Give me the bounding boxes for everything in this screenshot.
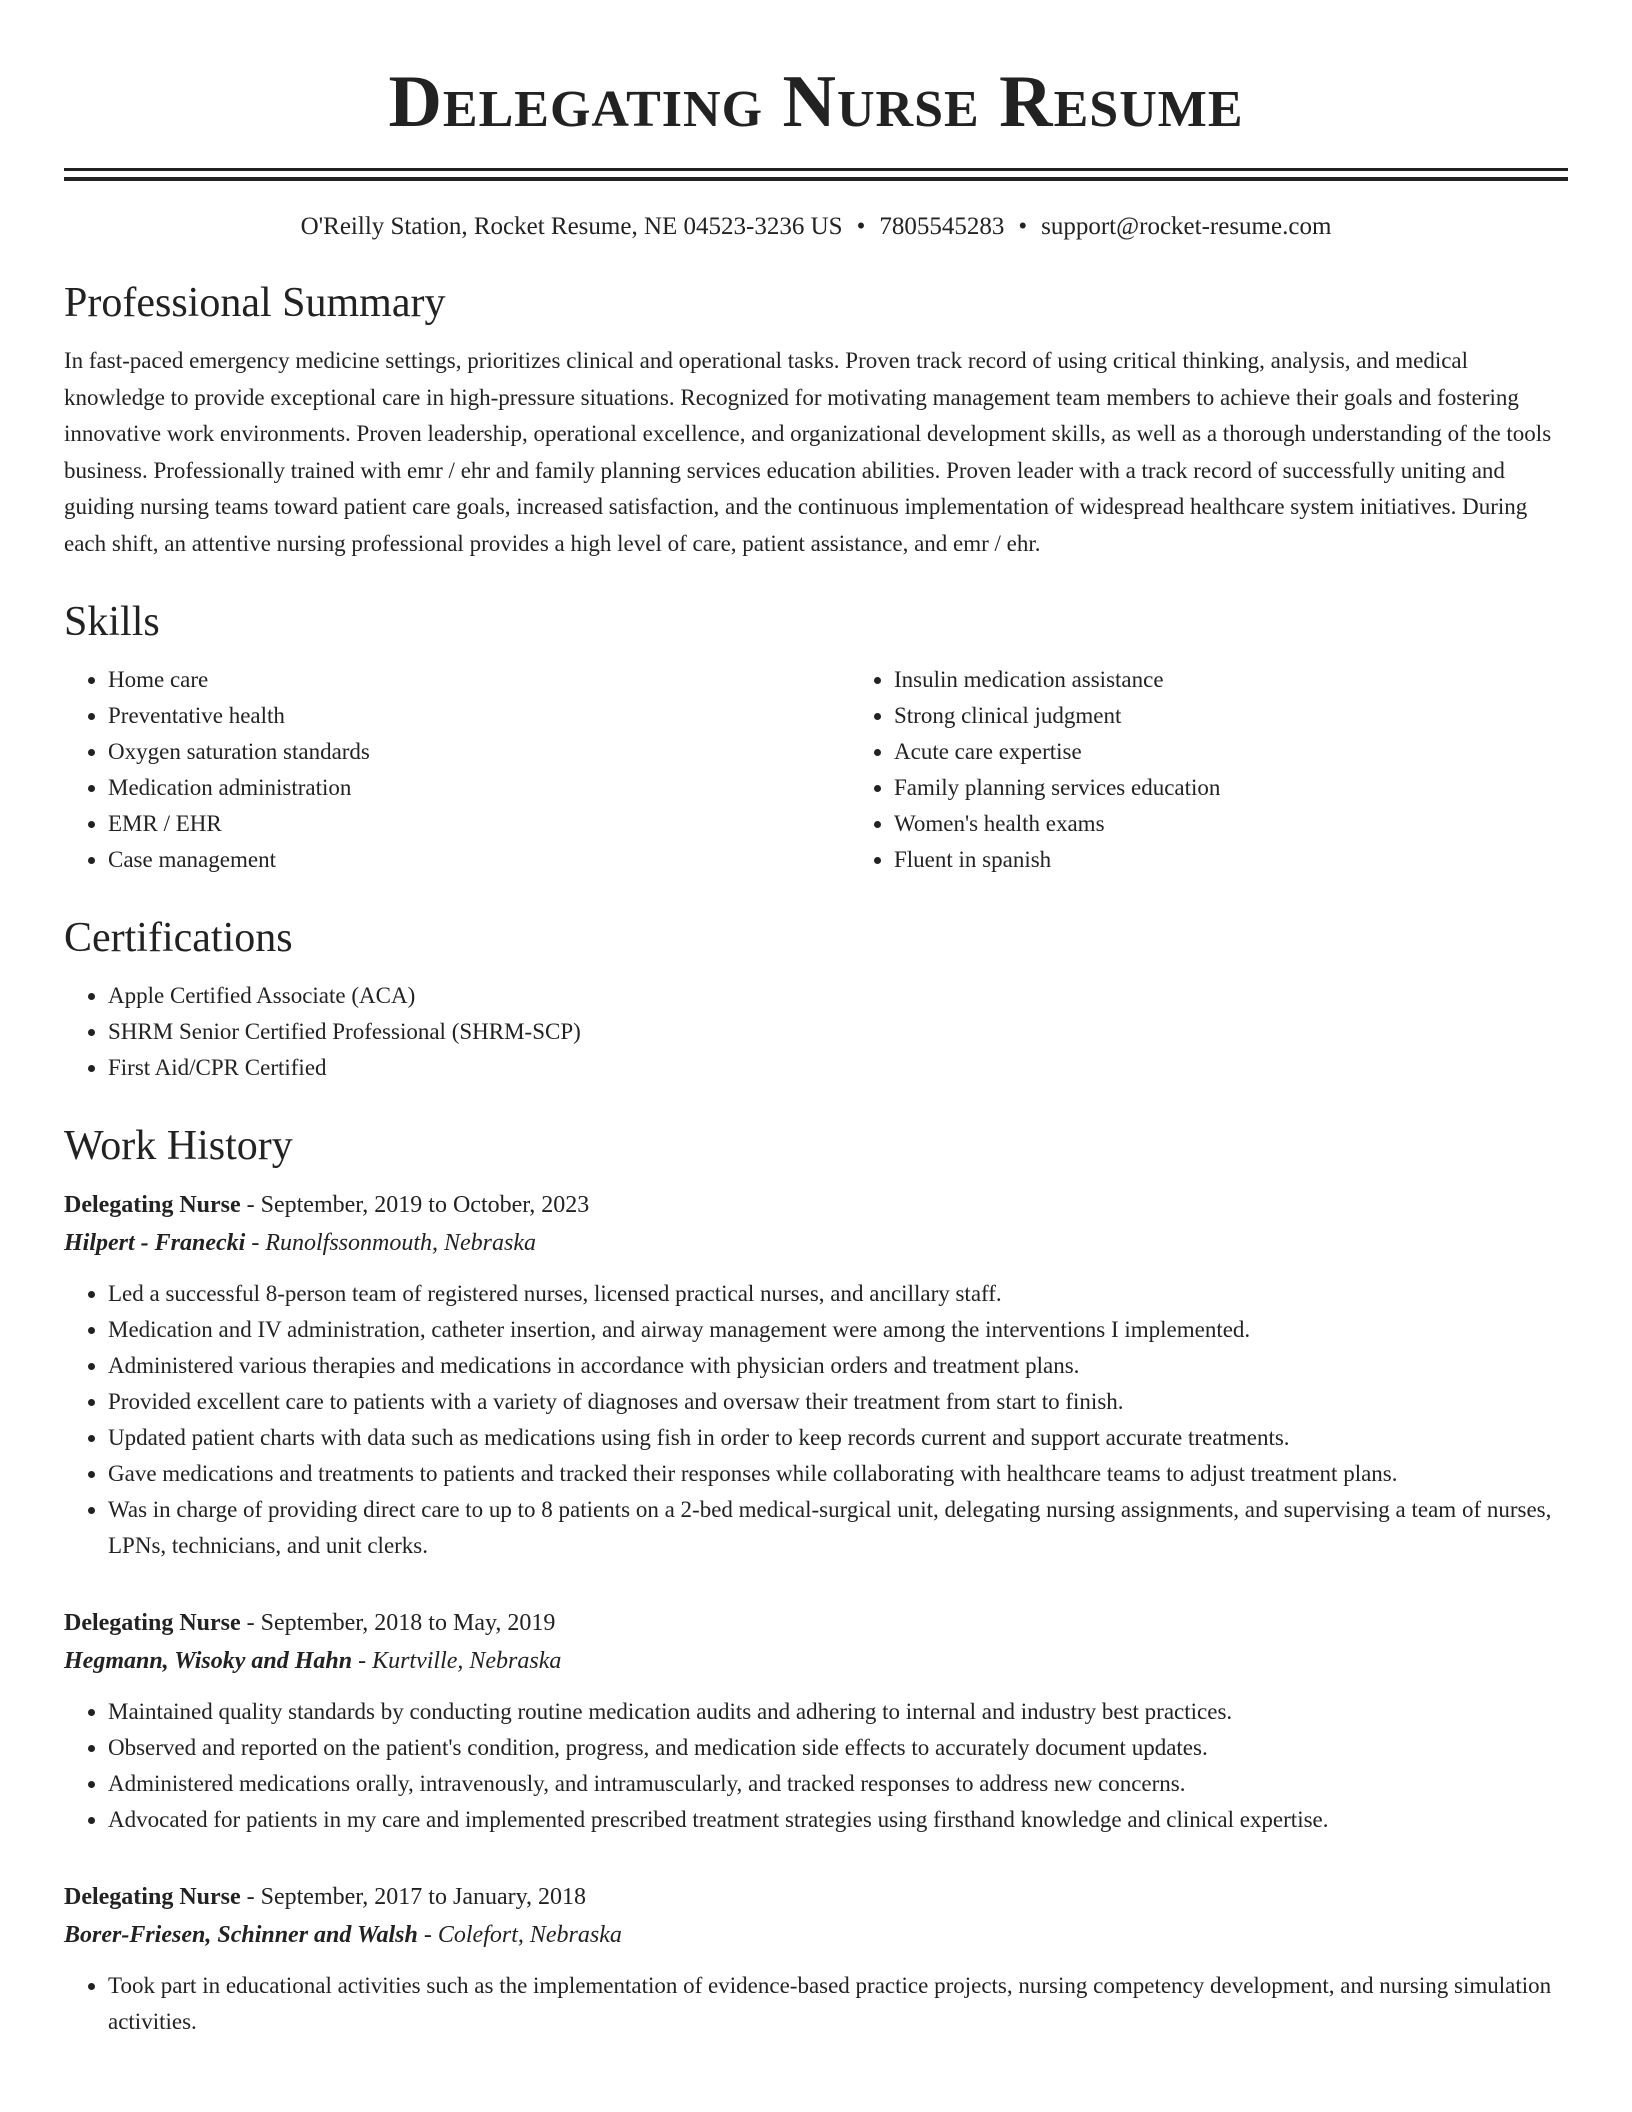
skill-item: • Women's health exams [894,806,1632,842]
job-dates: - September, 2019 to October, 2023 [240,1192,590,1218]
contact-line [64,211,1568,243]
certification-item: • SHRM Senior Certified Professional (SHRM-SCP) [108,1014,1568,1050]
job-company: Borer-Friesen, Schinner and Walsh [64,1922,418,1948]
job-company-line [64,1224,1568,1262]
job-bullet: • Administered medications orally, intravenously, and intramuscularly, and tracked responses to address new concerns. [108,1766,1568,1802]
job-bullet: • Observed and reported on the patient's condition, progress, and medication side effects to accurately document updates. [108,1730,1568,1766]
skill-item: • EMR / EHR [108,806,850,842]
skill-item: • Insulin medication assistance [894,662,1632,698]
job-company: Hilpert - Franecki [64,1230,246,1256]
resume-page [64,0,1568,2040]
job-role: Delegating Nurse [64,1610,241,1636]
summary-heading: Professional Summary [64,280,446,326]
certifications-heading: Certifications [64,915,293,961]
skill-item: • Oxygen saturation standards [108,734,850,770]
job-bullets [64,1968,1568,2040]
certification-item: • Apple Certified Associate (ACA) [108,978,1568,1014]
certification-item: • First Aid/CPR Certified [108,1050,1568,1086]
skill-item: • Acute care expertise [894,734,1632,770]
job-bullet: • Took part in educational activities such as the implementation of evidence-based practice projects, nursing competency development, and nursing simulation activities. [108,1968,1568,2040]
skills-heading: Skills [64,599,160,645]
job-role: Delegating Nurse [64,1884,241,1910]
job-location: - Colefort, Nebraska [417,1922,622,1948]
job-bullet: • Led a successful 8-person team of registered nurses, licensed practical nurses, and ancillary staff. [108,1276,1568,1312]
job-company-line [64,1642,1568,1680]
job-dates: - September, 2017 to January, 2018 [240,1884,587,1910]
skill-item: • Home care [108,662,850,698]
job-bullets [64,1694,1568,1838]
certifications-list [64,978,1568,1086]
contact-address: O'Reilly Station, Rocket Resume, NE 04523-3236 US [300,213,843,240]
job-title-line [64,1604,1568,1642]
contact-phone: 7805545283 [879,213,1005,240]
job-location: - Kurtville, Nebraska [352,1648,562,1674]
skills-column-right [850,662,1632,878]
skill-item: • Preventative health [108,698,850,734]
skill-item: • Strong clinical judgment [894,698,1632,734]
skills-column-left [64,662,850,878]
title-divider-bottom [64,177,1568,181]
title-divider-top [64,168,1568,171]
job-entry [64,1604,1568,1838]
contact-separator: • [1018,213,1028,240]
job-title-line [64,1878,1568,1916]
job-role: Delegating Nurse [64,1192,241,1218]
contact-separator: • [856,213,866,240]
job-company: Hegmann, Wisoky and Hahn [64,1648,353,1674]
skill-item: • Fluent in spanish [894,842,1632,878]
job-bullets [64,1276,1568,1564]
summary-text: In fast-paced emergency medicine settings, prioritizes clinical and operational tasks. Proven track record of using critical thinking, analysis, and medical knowledge to provide exceptional care in high-pressure situations. Recognized for motivating management team members to achieve their goals and fostering innovative work environments. Proven leadership, operational excellence, and organizational development skills, as well as a thorough understanding of the tools business. Professionally trained with emr / ehr and family planning services education abilities. Proven leader with a track record of successfully uniting and guiding nursing teams toward patient care goals, increased satisfaction, and the continuous implementation of widespread healthcare system initiatives. During each shift, an attentive nursing professional provides a high level of care, patient assistance, and emr / ehr. [64,348,1552,556]
job-location: - Runolfssonmouth, Nebraska [245,1230,536,1256]
skill-item: • Family planning services education [894,770,1632,806]
job-entry [64,1186,1568,1564]
contact-email: support@rocket-resume.com [1041,213,1332,240]
job-bullet: • Medication and IV administration, catheter insertion, and airway management were among the interventions I implemented. [108,1312,1568,1348]
skills-list [64,662,1568,878]
job-bullet: • Gave medications and treatments to patients and tracked their responses while collaborating with healthcare teams to adjust treatment plans. [108,1456,1568,1492]
job-bullet: • Maintained quality standards by conducting routine medication audits and adhering to internal and industry best practices. [108,1694,1568,1730]
job-bullet: • Provided excellent care to patients with a variety of diagnoses and oversaw their treatment from start to finish. [108,1384,1568,1420]
job-entry [64,1878,1568,2040]
skill-item: • Case management [108,842,850,878]
resume-title: Delegating Nurse Resume [388,61,1244,143]
job-bullet: • Updated patient charts with data such as medications using fish in order to keep records current and support accurate treatments. [108,1420,1568,1456]
job-dates: - September, 2018 to May, 2019 [240,1610,556,1636]
work-history-heading: Work History [64,1123,293,1169]
job-bullet: • Advocated for patients in my care and implemented prescribed treatment strategies using firsthand knowledge and clinical expertise. [108,1802,1568,1838]
job-company-line [64,1916,1568,1954]
job-title-line [64,1186,1568,1224]
job-bullet: • Administered various therapies and medications in accordance with physician orders and treatment plans. [108,1348,1568,1384]
skill-item: • Medication administration [108,770,850,806]
job-bullet: • Was in charge of providing direct care to up to 8 patients on a 2-bed medical-surgical unit, delegating nursing assignments, and supervising a team of nurses, LPNs, technicians, and unit clerks. [108,1492,1568,1564]
